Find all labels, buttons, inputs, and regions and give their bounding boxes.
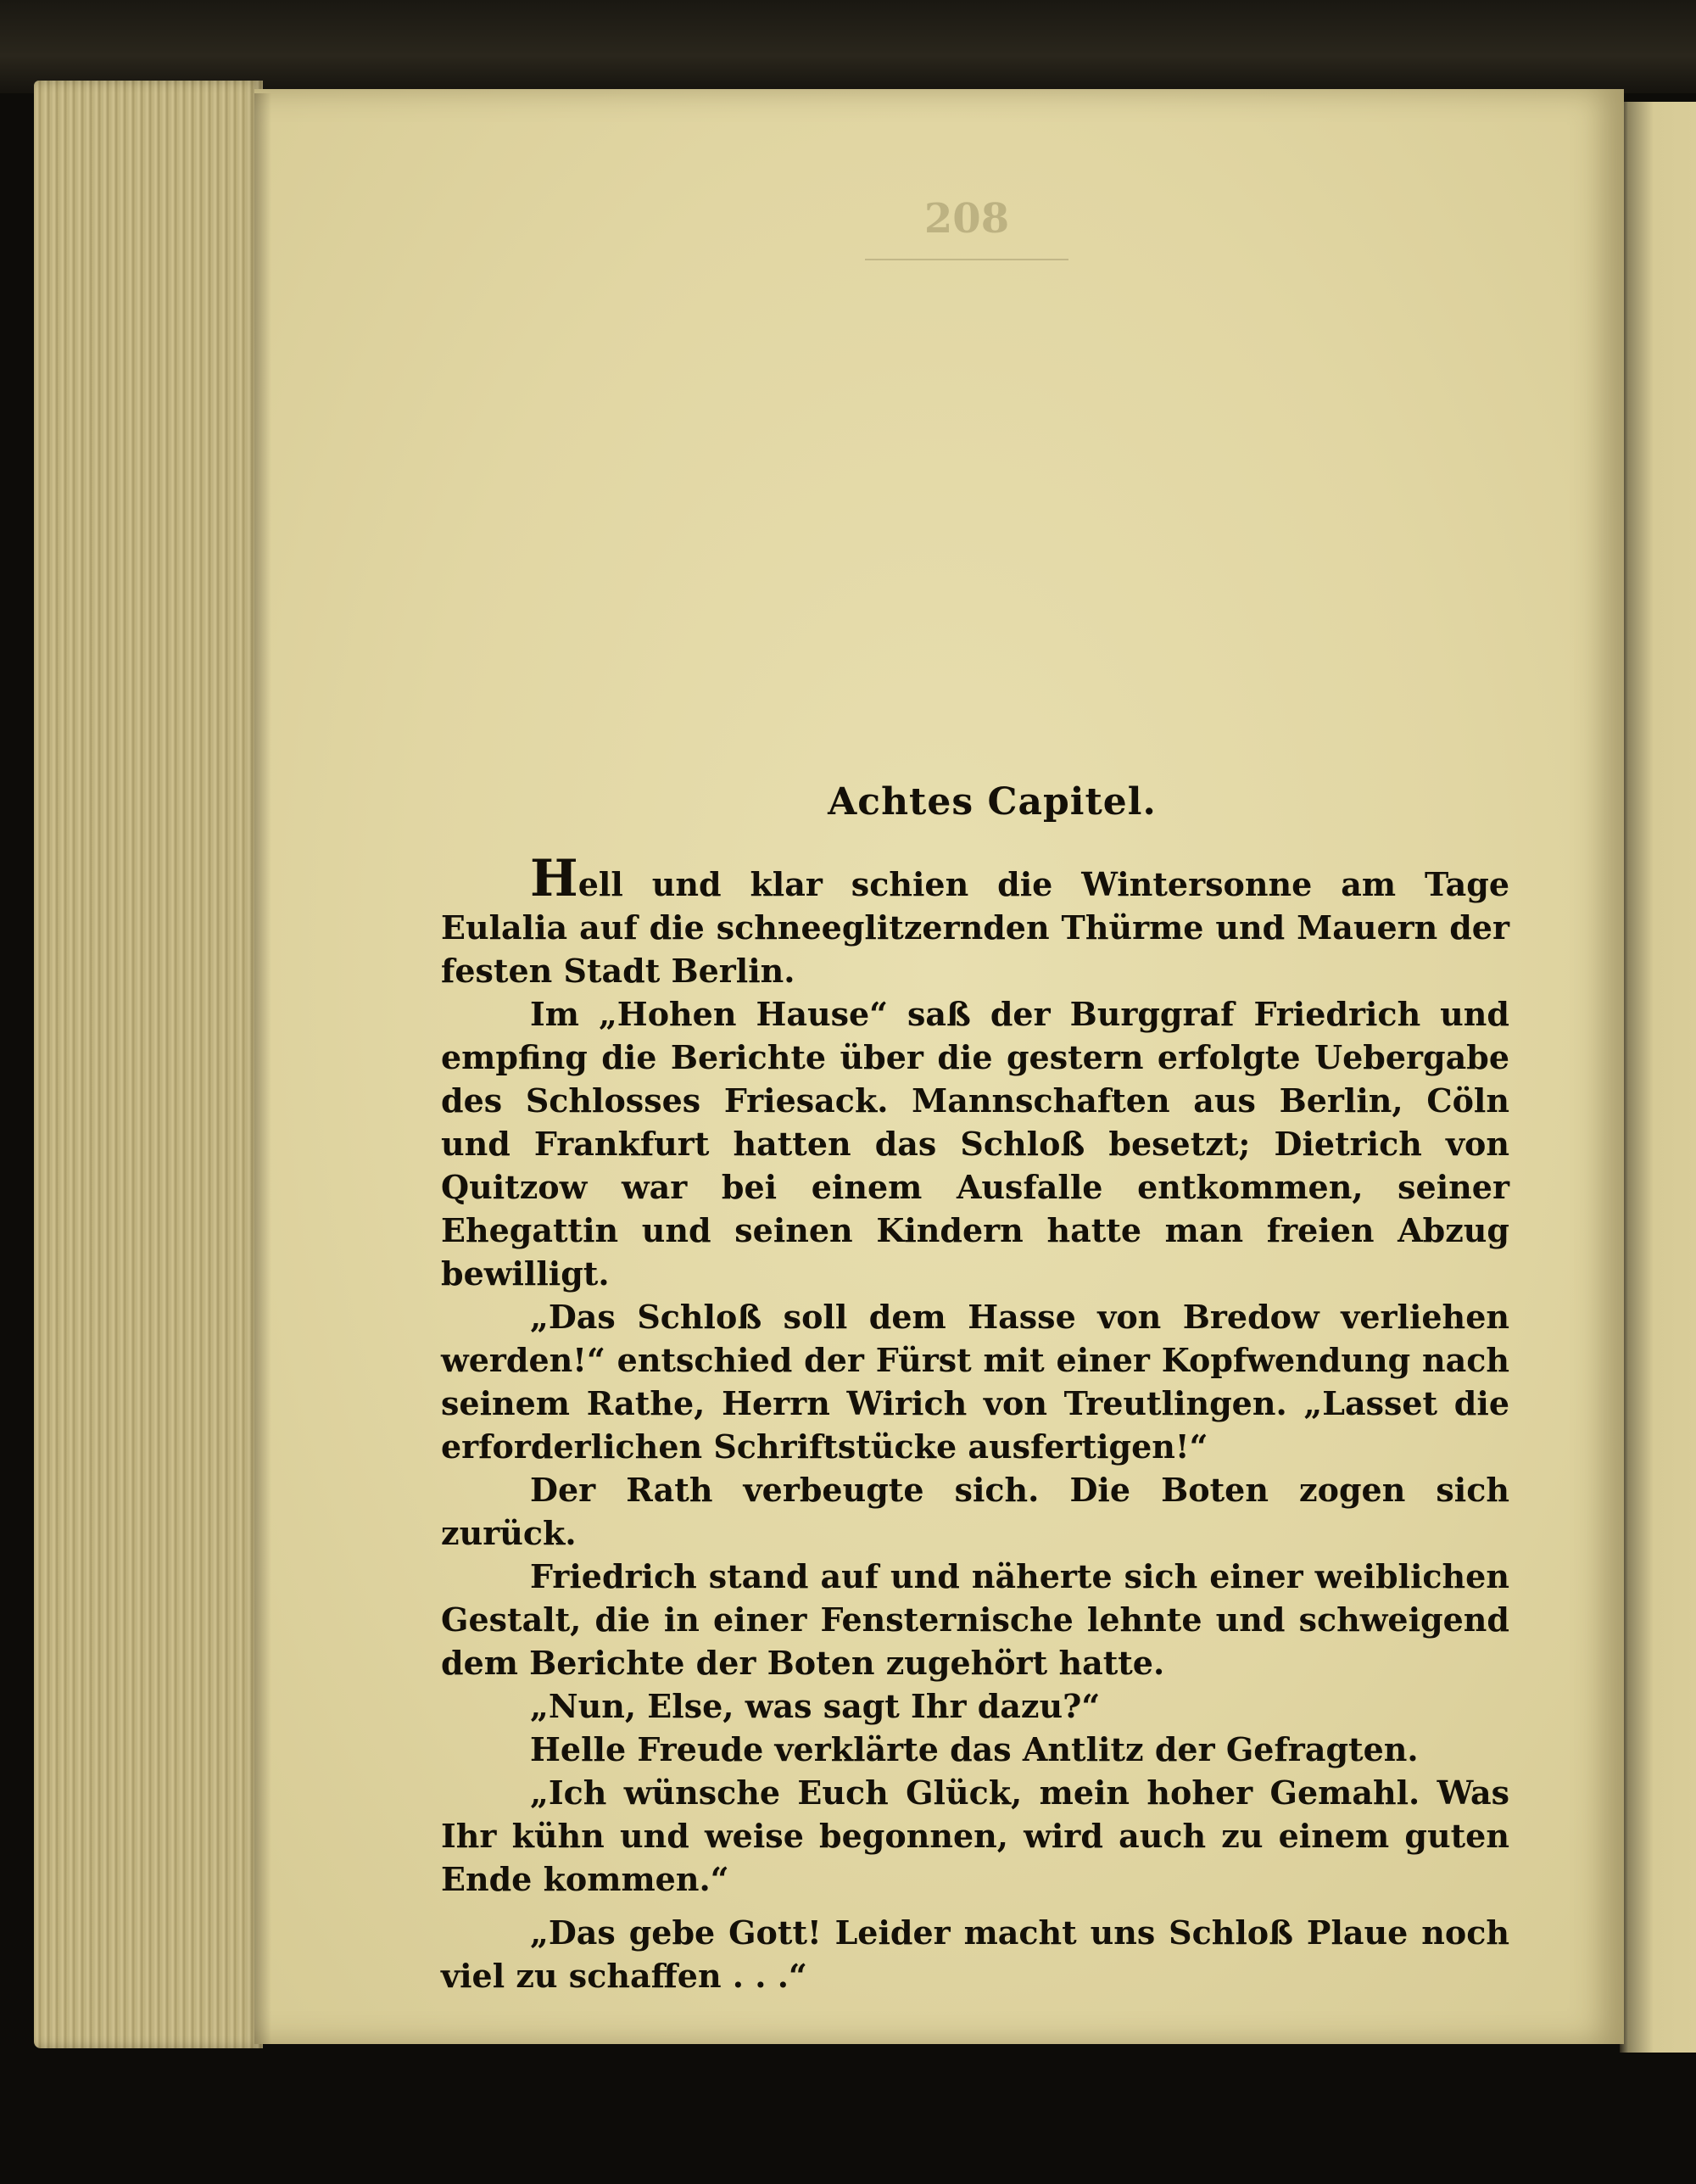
header-rule [865, 259, 1068, 260]
paragraph: Helle Freude verklärte das Antlitz der Gefragten. [530, 1730, 1419, 1768]
page-edges-stack [34, 81, 263, 2048]
paragraph: Friedrich stand auf und näherte sich einer weiblichen Gestalt, die in einer Fensternische lehnte und schweigend dem Berichte der Boten zugehört hatte. [441, 1557, 1509, 1682]
paragraph-gap [441, 1901, 1509, 1911]
chapter-text [441, 780, 1509, 1997]
paragraph: „Das gebe Gott! Leider macht uns Schloß Plaue noch viel zu schaffen . . .“ [441, 1913, 1509, 1995]
paragraph: „Ich wünsche Euch Glück, mein hoher Gemahl. Was Ihr kühn und weise begonnen, wird auch zu einem guten Ende kommen.“ [441, 1773, 1509, 1898]
chapter-title: Achtes Capitel. [828, 780, 1157, 824]
paragraph: Im „Hohen Hause“ saß der Burggraf Friedrich und empfing die Berichte über die gestern erfolgte Uebergabe des Schlosses Friesack. Mannschaften aus Berlin, Cöln und Frankfurt hatten das Schloß besetzt; Dietrich von Quitzow war bei einem Ausfalle entkommen, seiner Ehegattin und seinen Kindern hatte man freien Abzug bewilligt. [441, 995, 1509, 1293]
paragraph: Hell und klar schien die Wintersonne am Tage Eulalia auf die schneeglitzernden Thürme und Mauern der festen Stadt Berlin. [441, 849, 1509, 990]
book-binding-top [0, 0, 1696, 93]
adjacent-page-edge [1620, 102, 1696, 2053]
page-number: 208 [923, 195, 1010, 243]
paragraph: „Nun, Else, was sagt Ihr dazu?“ [530, 1687, 1101, 1725]
paragraph: Der Rath verbeugte sich. Die Boten zogen sich zurück. [441, 1471, 1509, 1552]
gutter-shadow [254, 93, 271, 2044]
paragraph: „Das Schloß soll dem Hasse von Bredow verliehen werden!“ entschied der Fürst mit einer Kopfwendung nach seinem Rathe, Herrn Wirich von Treutlingen. „Lasset die erforderlichen Schriftstücke ausfertigen!“ [441, 1298, 1509, 1466]
